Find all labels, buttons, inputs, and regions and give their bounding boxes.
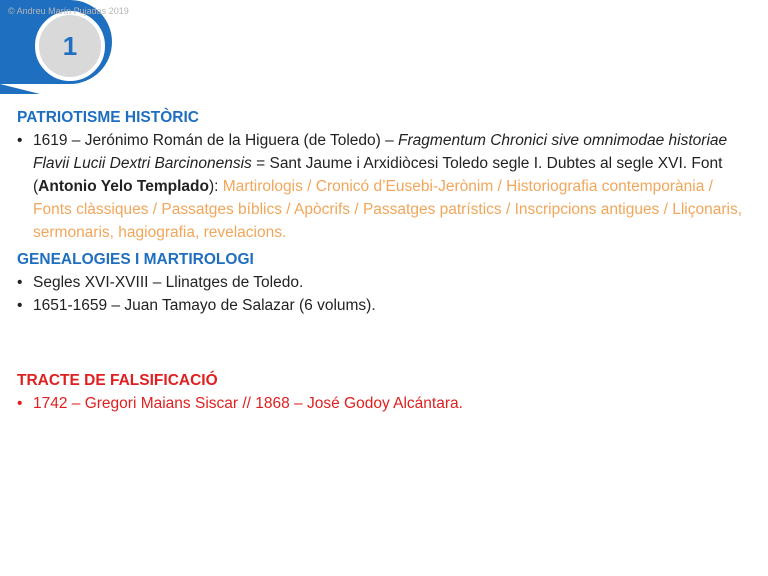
section-patriotisme bbox=[17, 106, 752, 244]
copyright-notice: © Andreu Marín Pujadas 2019 bbox=[8, 6, 129, 16]
item-text: = Sant Jaume i Arxidiòcesi Toledo segle I. Dubtes al segle XVI. Font ( bbox=[33, 155, 723, 195]
list-item bbox=[17, 129, 752, 244]
list-item: • 1651-1659 – Juan Tamayo de Salazar (6 volums). bbox=[17, 294, 752, 317]
bullet-list bbox=[17, 129, 752, 244]
item-text: 1619 – Jerónimo Román de la Higuera (de Toledo) – bbox=[33, 132, 399, 149]
item-text: ): bbox=[208, 178, 223, 195]
list-item: • Segles XVI-XVIII – Llinatges de Toledo. bbox=[17, 271, 752, 294]
slide-content bbox=[17, 106, 752, 419]
list-item: • 1742 – Gregori Maians Siscar // 1868 – José Godoy Alcántara. bbox=[17, 392, 752, 415]
section-falsificacio bbox=[17, 369, 752, 415]
section-genealogies bbox=[17, 248, 752, 317]
bullet-list bbox=[17, 271, 752, 317]
spacer bbox=[17, 321, 752, 369]
work-title: Fragmentum Chronici sive omnimodae historiae Flavii Lucii Dextri Barcinonensis bbox=[33, 132, 728, 172]
section-heading: PATRIOTISME HISTÒRIC bbox=[17, 109, 199, 126]
slide-number: 1 bbox=[62, 31, 78, 61]
bullet-list bbox=[17, 392, 752, 415]
source-author: Antonio Yelo Templado bbox=[38, 178, 209, 195]
section-heading: TRACTE DE FALSIFICACIÓ bbox=[17, 372, 218, 389]
section-heading: GENEALOGIES I MARTIROLOGI bbox=[17, 251, 254, 268]
sources-list: Martirologis / Cronicó d’Eusebi-Jerònim / Historiografia contemporània / Fonts clàssiques / Passatges bíblics / Apòcrifs / Passatges patrístics / Inscripcions antigues / Lliçonaris, sermonaris, hagiografia, revelacions. bbox=[33, 178, 743, 241]
